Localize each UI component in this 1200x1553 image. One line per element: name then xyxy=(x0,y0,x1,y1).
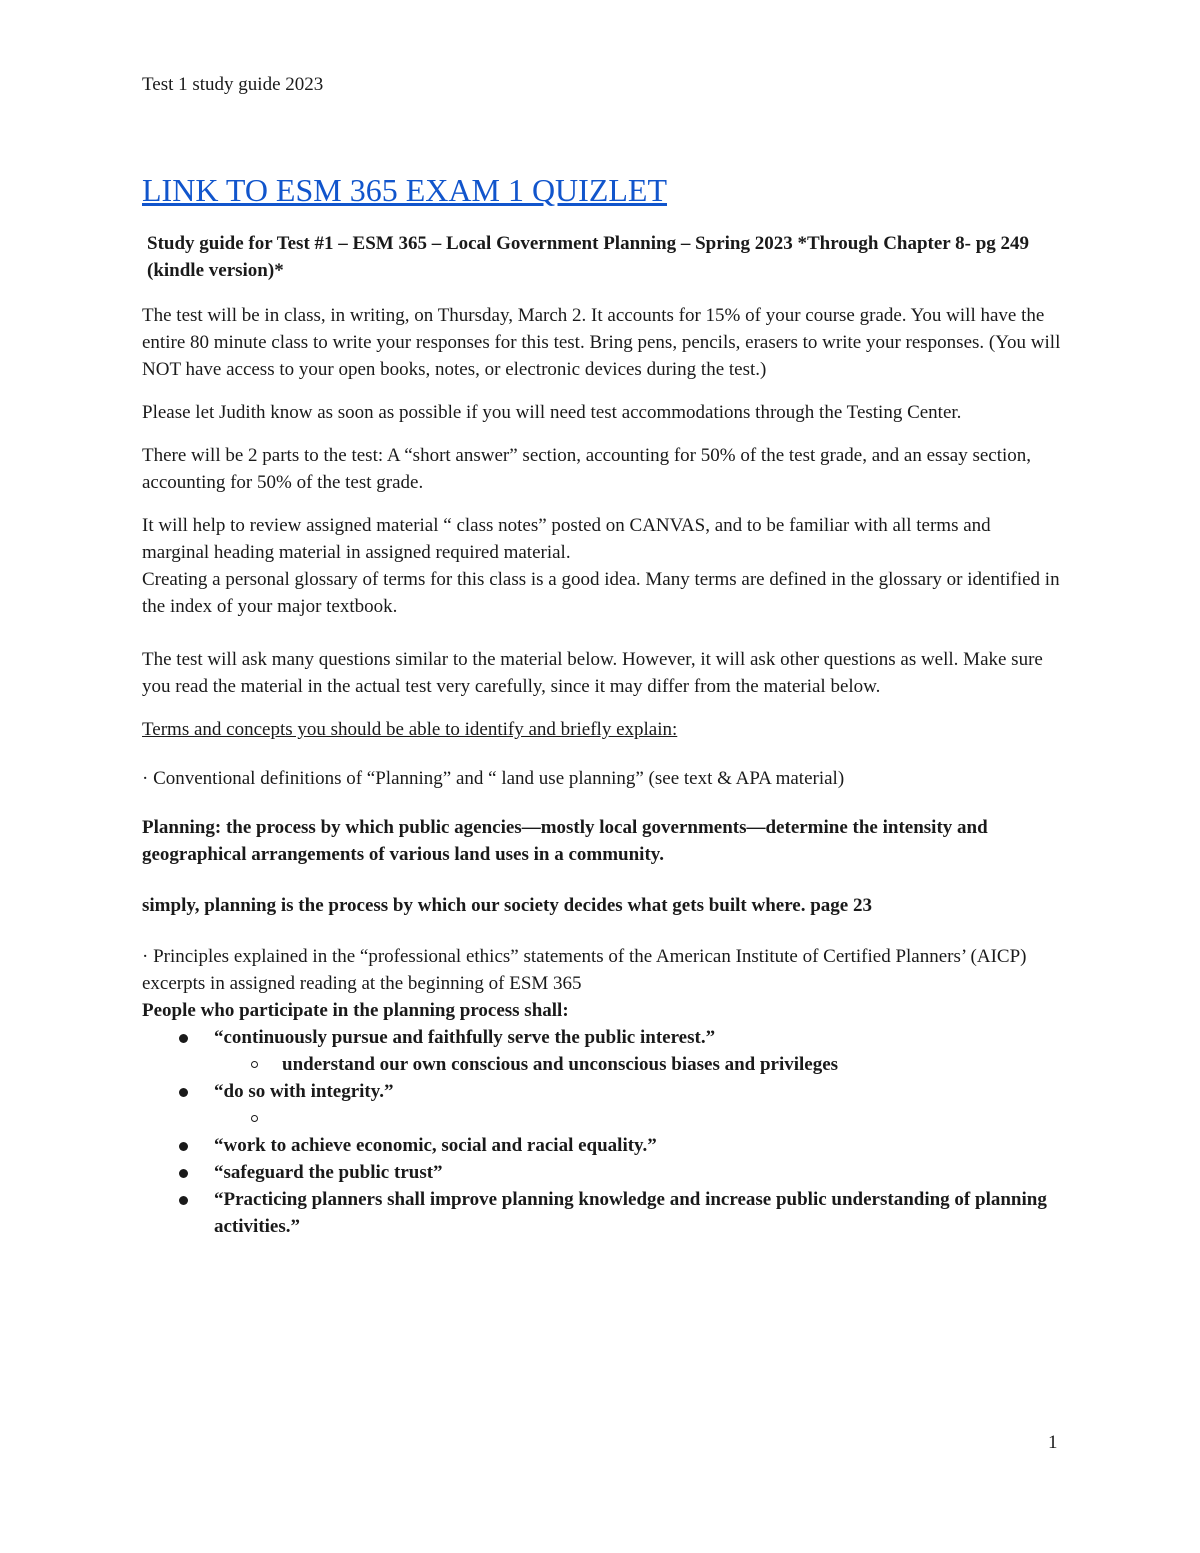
document-body xyxy=(142,170,1062,1240)
definitions-item: · Conventional definitions of “Planning” and “ land use planning” (see text & APA material) xyxy=(142,768,845,789)
sub-list-item: understand our own conscious and unconscious biases and privileges xyxy=(142,1051,1062,1078)
participants-heading: People who participate in the planning process shall: xyxy=(142,1000,569,1021)
principles-item: · Principles explained in the “professional ethics” statements of the American Institute of Certified Planners’ (AICP) excerpts in assigned reading at the beginning of ESM 365 xyxy=(142,946,1027,994)
sub-list-item xyxy=(142,1105,1062,1132)
bullet-icon xyxy=(179,1088,188,1097)
bullet-icon xyxy=(179,1034,188,1043)
planning-definition: Planning: the process by which public agencies—mostly local governments—determine the intensity and geographical arrangements of various land uses in a community. xyxy=(142,817,988,865)
study-guide-subtitle: Study guide for Test #1 – ESM 365 – Local Government Planning – Spring 2023 *Through Chapter 8- pg 249 (kindle version)* xyxy=(147,233,1030,281)
bullet-icon xyxy=(179,1169,188,1178)
list-item: “do so with integrity.” xyxy=(142,1078,1062,1105)
list-item: “work to achieve economic, social and racial equality.” xyxy=(142,1132,1062,1159)
principles-list xyxy=(142,1024,1062,1240)
quizlet-link[interactable]: LINK TO ESM 365 EXAM 1 QUIZLET xyxy=(142,172,667,208)
list-item: “continuously pursue and faithfully serve the public interest.” xyxy=(142,1024,1062,1051)
page-header: Test 1 study guide 2023 xyxy=(142,74,324,95)
bullet-icon xyxy=(179,1196,188,1205)
test-parts-paragraph: There will be 2 parts to the test: A “short answer” section, accounting for 50% of the test grade, and an essay section, accounting for 50% of the test grade. xyxy=(142,445,1032,493)
accommodations-paragraph: Please let Judith know as soon as possible if you will need test accommodations through the Testing Center. xyxy=(142,402,962,423)
simple-definition: simply, planning is the process by which our society decides what gets built where. page 23 xyxy=(142,895,872,916)
list-item: “Practicing planners shall improve planning knowledge and increase public understanding of planning activities.” xyxy=(142,1186,1062,1240)
circle-bullet-icon xyxy=(251,1061,258,1068)
circle-bullet-icon xyxy=(251,1115,258,1122)
test-info-paragraph: The test will be in class, in writing, on Thursday, March 2. It accounts for 15% of your course grade. You will have the entire 80 minute class to write your responses for this test. Bring pens, pencils, erasers to write your responses. (You will NOT have access to your open books, notes, or electronic devices during the test.) xyxy=(142,305,1061,380)
terms-heading: Terms and concepts you should be able to identify and briefly explain: xyxy=(142,719,678,740)
similar-material-paragraph: The test will ask many questions similar to the material below. However, it will ask other questions as well. Make sure you read the material in the actual test very carefully, since it may differ from the material below. xyxy=(142,649,1043,697)
review-paragraph: It will help to review assigned material “ class notes” posted on CANVAS, and to be familiar with all terms and marginal heading material in assigned required material. xyxy=(142,515,991,563)
list-item: “safeguard the public trust” xyxy=(142,1159,1062,1186)
page-number: 1 xyxy=(1048,1432,1058,1453)
bullet-icon xyxy=(179,1142,188,1151)
glossary-paragraph: Creating a personal glossary of terms for this class is a good idea. Many terms are defined in the glossary or identified in the index of your major textbook. xyxy=(142,569,1060,617)
